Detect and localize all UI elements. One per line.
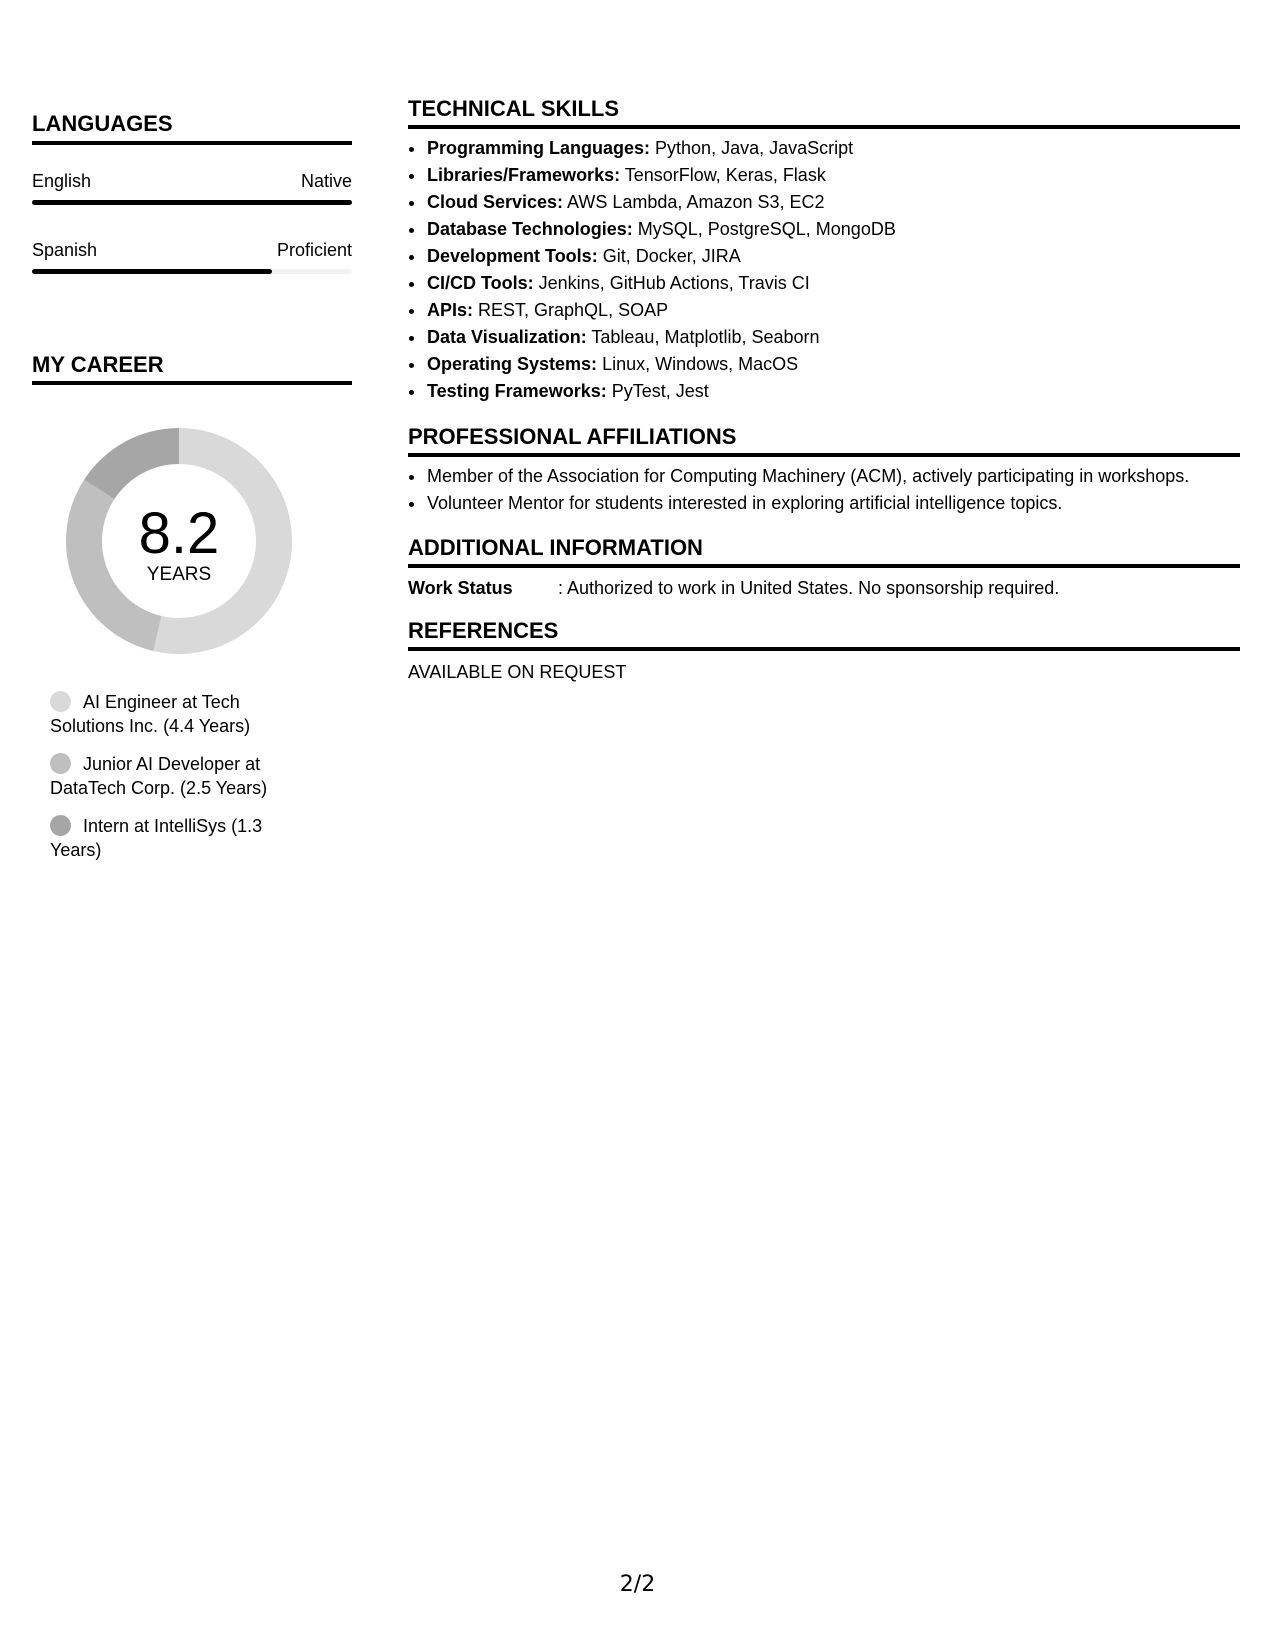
legend-label: Junior AI Developer at DataTech Corp. (2.5 Years) xyxy=(50,754,268,798)
additional-info-heading: ADDITIONAL INFORMATION xyxy=(408,535,703,560)
skill-value: PyTest, Jest xyxy=(606,381,709,401)
skill-item xyxy=(426,189,1240,216)
work-status-value: : Authorized to work in United States. No sponsorship required. xyxy=(558,578,1060,598)
career-total-unit: YEARS xyxy=(146,564,212,585)
skill-item xyxy=(426,270,1240,297)
skill-label: Development Tools: xyxy=(427,246,598,266)
skill-label: Operating Systems: xyxy=(427,354,598,374)
skill-label: Data Visualization: xyxy=(427,327,587,347)
skill-item xyxy=(426,351,1240,378)
affiliations-list xyxy=(408,463,1240,517)
skill-value: Tableau, Matplotlib, Seaborn xyxy=(586,327,820,347)
list-item: • Volunteer Mentor for students interested in exploring artificial intelligence topics. xyxy=(426,490,1240,517)
affiliations-divider xyxy=(408,453,1240,457)
legend-label: Intern at IntelliSys (1.3 Years) xyxy=(50,816,263,860)
language-row-english xyxy=(32,170,352,220)
skill-item xyxy=(426,216,1240,243)
languages-divider xyxy=(32,141,352,145)
language-proficiency-fill xyxy=(32,269,272,274)
skill-item xyxy=(426,162,1240,189)
affiliations-heading: PROFESSIONAL AFFILIATIONS xyxy=(408,424,737,449)
career-divider xyxy=(32,381,352,385)
technical-skills-list xyxy=(408,135,1240,405)
list-item: • Member of the Association for Computing Machinery (ACM), actively participating in workshops. xyxy=(426,463,1240,490)
language-level: Native xyxy=(300,171,352,191)
skill-item xyxy=(426,297,1240,324)
references-heading: REFERENCES xyxy=(408,618,559,643)
skill-value: Linux, Windows, MacOS xyxy=(597,354,799,374)
language-level: Proficient xyxy=(276,240,352,260)
skill-label: Testing Frameworks: xyxy=(427,381,607,401)
career-legend-item xyxy=(50,752,290,800)
skill-label: Database Technologies: xyxy=(427,219,633,239)
career-legend-item xyxy=(50,814,290,862)
legend-dot xyxy=(50,691,71,712)
languages-heading: LANGUAGES xyxy=(32,111,173,136)
skill-label: Programming Languages: xyxy=(427,138,651,158)
language-proficiency-bar xyxy=(32,200,352,205)
legend-dot xyxy=(50,753,71,774)
technical-skills-divider xyxy=(408,125,1240,129)
skill-item xyxy=(426,378,1240,405)
skill-label: CI/CD Tools: xyxy=(427,273,534,293)
language-name: English xyxy=(32,171,92,191)
skill-label: Libraries/Frameworks: xyxy=(427,165,621,185)
legend-dot xyxy=(50,815,71,836)
language-proficiency-bar xyxy=(32,269,352,274)
skill-label: APIs: xyxy=(427,300,474,320)
skill-value: TensorFlow, Keras, Flask xyxy=(620,165,826,185)
skill-value: Jenkins, GitHub Actions, Travis CI xyxy=(533,273,810,293)
skill-item xyxy=(426,324,1240,351)
language-row-spanish xyxy=(32,239,352,289)
technical-skills-heading: TECHNICAL SKILLS xyxy=(408,96,620,121)
page-number: 2/2 xyxy=(619,1572,656,1597)
legend-label: AI Engineer at Tech Solutions Inc. (4.4 Years) xyxy=(50,692,251,736)
skill-item xyxy=(426,243,1240,270)
career-legend-item xyxy=(50,690,290,738)
donut-segment-2 xyxy=(84,428,179,499)
references-text: AVAILABLE ON REQUEST xyxy=(408,662,627,682)
references-divider xyxy=(408,647,1240,651)
skill-value: REST, GraphQL, SOAP xyxy=(473,300,669,320)
skill-value: Python, Java, JavaScript xyxy=(650,138,854,158)
language-name: Spanish xyxy=(32,240,98,260)
skill-item xyxy=(426,135,1240,162)
language-proficiency-fill xyxy=(32,200,352,205)
skill-label: Cloud Services: xyxy=(427,192,564,212)
career-heading: MY CAREER xyxy=(32,352,164,377)
work-status-label: Work Status xyxy=(408,578,513,598)
skill-value: MySQL, PostgreSQL, MongoDB xyxy=(632,219,896,239)
skill-value: Git, Docker, JIRA xyxy=(597,246,741,266)
skill-value: AWS Lambda, Amazon S3, EC2 xyxy=(563,192,825,212)
additional-info-divider xyxy=(408,564,1240,568)
career-total-value: 8.2 xyxy=(138,501,220,566)
